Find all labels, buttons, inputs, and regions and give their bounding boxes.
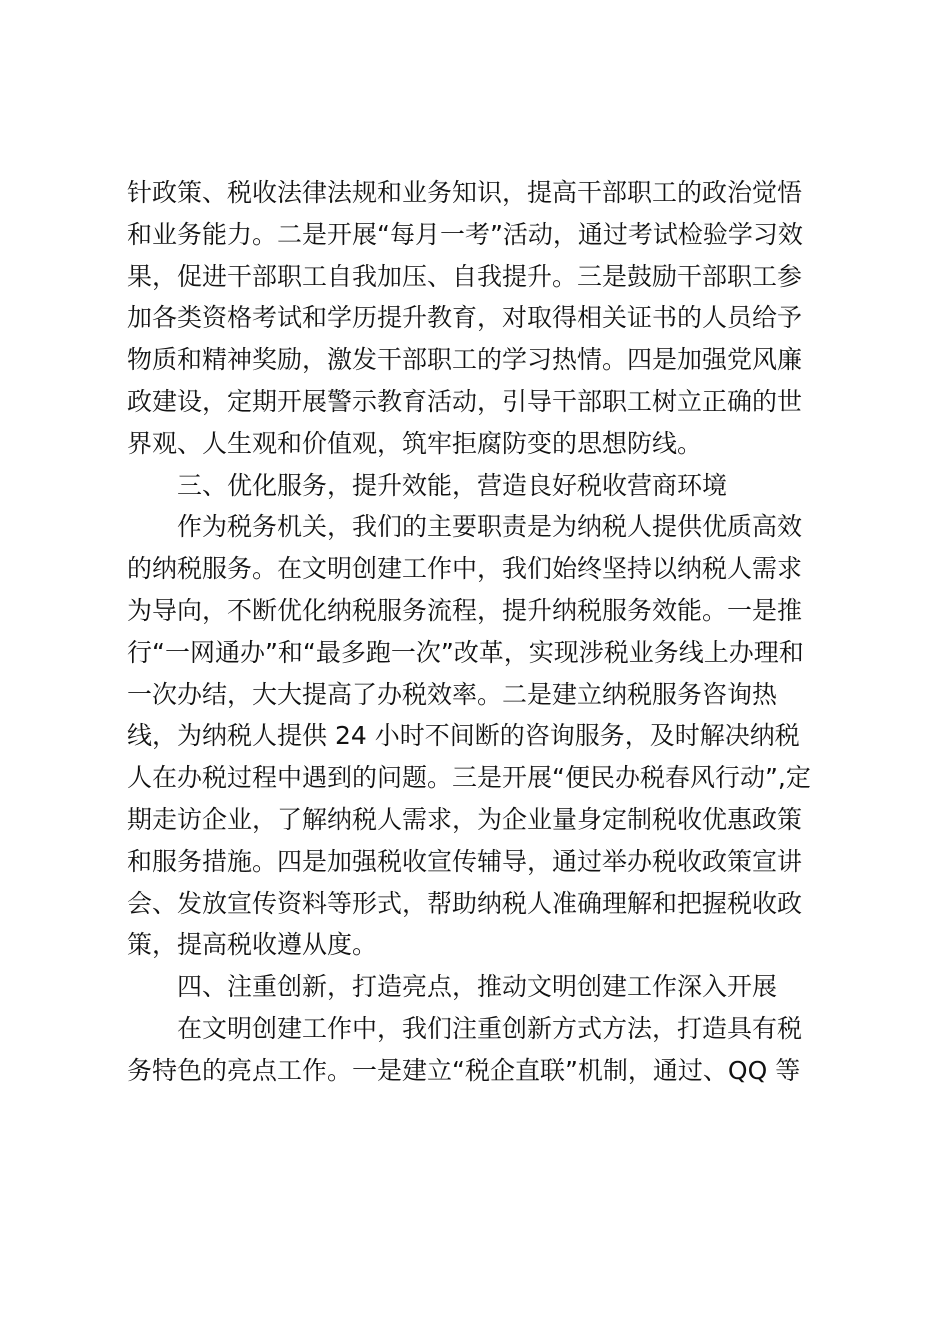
- body-line: 界观、人生观和价值观，筑牢拒腐防变的思想防线。: [127, 428, 703, 458]
- body-line: 人在办税过程中遇到的问题。三是开展“便民办税春风行动”,定: [127, 763, 811, 793]
- body-line: 果，促进干部职工自我加压、自我提升。三是鼓励干部职工参: [127, 261, 803, 291]
- body-line: 和业务能力。二是开展“每月一考”活动，通过考试检验学习效: [127, 219, 803, 249]
- body-line: 的纳税服务。在文明创建工作中，我们始终坚持以纳税人需求: [127, 554, 803, 584]
- body-line: 和服务措施。四是加强税收宣传辅导，通过举办税收政策宣讲: [127, 846, 803, 876]
- document-body: [127, 172, 827, 1092]
- body-line: 务特色的亮点工作。一是建立“税企直联”机制，通过、QQ 等: [127, 1055, 801, 1085]
- body-line: 针政策、税收法律法规和业务知识，提高干部职工的政治觉悟: [127, 178, 803, 207]
- body-line: 期走访企业，了解纳税人需求，为企业量身定制税收优惠政策: [127, 804, 803, 834]
- body-line: 为导向，不断优化纳税服务流程，提升纳税服务效能。一是推: [127, 595, 803, 625]
- section-heading-3: 三、优化服务，提升效能，营造良好税收营商环境: [177, 470, 728, 500]
- body-line: 线，为纳税人提供 24 小时不间断的咨询服务，及时解决纳税: [127, 721, 800, 751]
- body-line: 一次办结，大大提高了办税效率。二是建立纳税服务咨询热: [127, 679, 778, 709]
- section-heading-4: 四、注重创新，打造亮点，推动文明创建工作深入开展: [177, 972, 778, 1002]
- body-line: 策，提高税收遵从度。: [127, 930, 378, 960]
- body-line: 作为税务机关，我们的主要职责是为纳税人提供优质高效: [177, 512, 803, 542]
- body-line: 行“一网通办”和“最多跑一次”改革，实现涉税业务线上办理和: [127, 637, 804, 667]
- body-line: 物质和精神奖励，激发干部职工的学习热情。四是加强党风廉: [127, 345, 803, 375]
- body-line: 政建设，定期开展警示教育活动，引导干部职工树立正确的世: [127, 386, 803, 416]
- body-line: 加各类资格考试和学历提升教育，对取得相关证书的人员给予: [127, 303, 803, 333]
- body-line: 在文明创建工作中，我们注重创新方式方法，打造具有税: [177, 1013, 803, 1043]
- body-line: 会、发放宣传资料等形式，帮助纳税人准确理解和把握税收政: [127, 888, 803, 918]
